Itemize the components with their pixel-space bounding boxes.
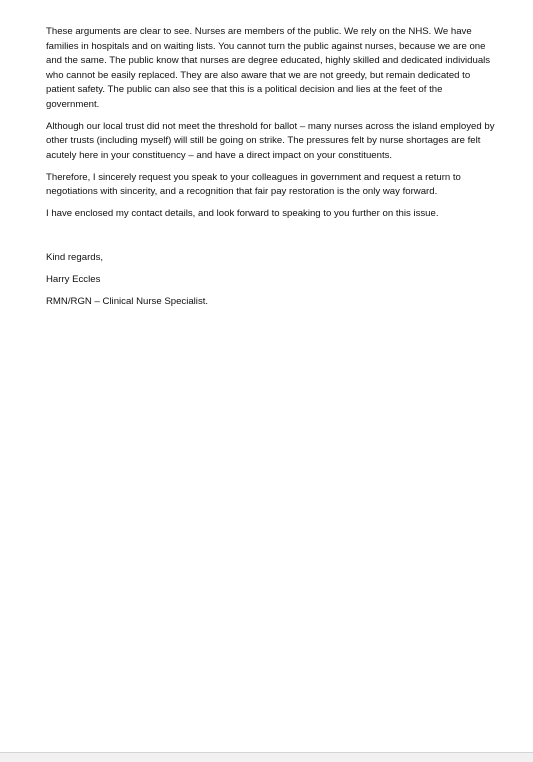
paragraph-request: Therefore, I sincerely request you speak to your colleagues in government and request a return to negotiations with sincerity, and a recognition that fair pay restoration is the only way forward.: [46, 171, 461, 198]
blank-line-spacer: [46, 229, 498, 251]
status-bar-strip: [0, 752, 533, 762]
signature-title: RMN/RGN – Clinical Nurse Specialist.: [46, 296, 209, 308]
letter-body: [46, 25, 498, 317]
signature-name: Harry Eccles: [46, 274, 101, 286]
paragraph-contact: I have enclosed my contact details, and look forward to speaking to you further on this issue.: [46, 208, 439, 220]
paragraph-arguments: These arguments are clear to see. Nurses are members of the public. We rely on the NHS. We have families in hospitals and on waiting lists. You cannot turn the public against nurses, because we are one and the same. The public know that nurses are degree educated, highly skilled and dedicated individuals who cannot be easily replaced. They are also aware that we are not greedy, but remain dedicated to patient safety. The public can also see that this is a political decision and lies at the feet of the government.: [46, 26, 491, 110]
paragraph-local-trust: Although our local trust did not meet the threshold for ballot – many nurses across the island employed by other trusts (including myself) will still be going on strike. The pressures felt by nurse shortages are felt acutely here in your constituency – and have a direct impact on your constituents.: [46, 120, 495, 161]
closing-salutation: Kind regards,: [46, 251, 104, 263]
